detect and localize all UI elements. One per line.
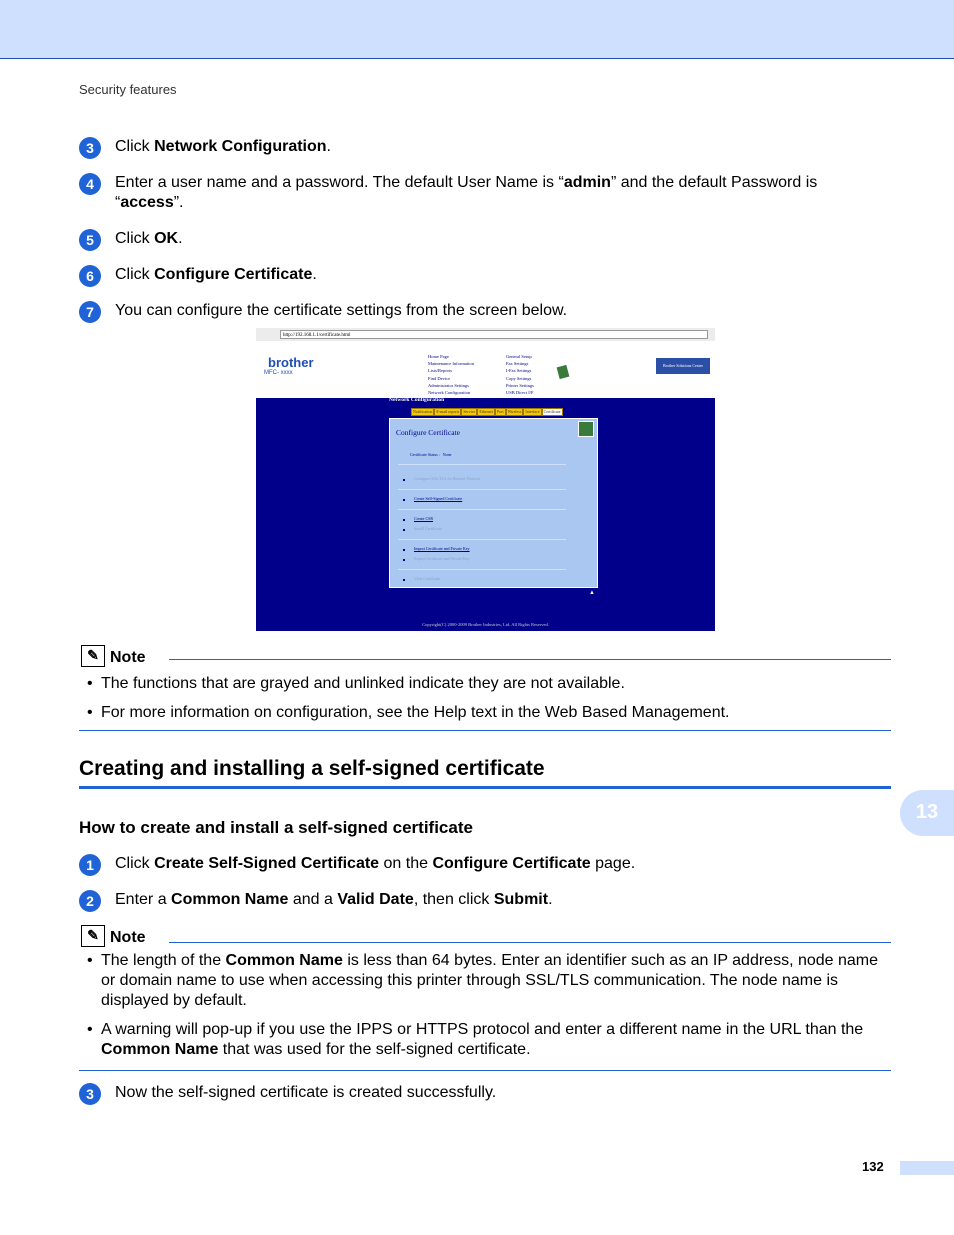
item-configure-ssl: Configure SSL/TLS for Remote Protocol (414, 476, 480, 481)
note-bullet: • A warning will pop-up if you use the IPPS or HTTPS protocol and enter a different name in the URL than the Common Name that was used for the self-signed certificate. (87, 1020, 891, 1060)
tab-port: Port (496, 409, 504, 414)
note-2 (79, 925, 891, 1071)
page-number: 132 (862, 1159, 884, 1174)
tab-certificate: Certificate (543, 409, 561, 414)
item-create-csr: Create CSR (414, 516, 433, 521)
item-view-certificate: View Certificate (414, 576, 441, 581)
panel-title: Configure Certificate (396, 428, 460, 437)
menu-left: Home Page Maintenance Information Lists/Reports Find Device Administrator Settings Network Configuration (428, 354, 474, 396)
section-title: Network Configuration (389, 397, 445, 403)
tab-interface: Interface (525, 409, 540, 414)
note-1 (79, 645, 891, 731)
scroll-up-icon: ▲ (589, 590, 595, 596)
tab-email-reports: E-mail reports (436, 409, 460, 414)
running-header: Security features (79, 82, 177, 97)
screenshot-header (256, 341, 715, 398)
address-bar: http://192.168.1.1/certificate.html (256, 328, 715, 342)
note-bullet: • For more information on configuration, see the Help text in the Web Based Management. (87, 703, 891, 723)
top-band (0, 0, 954, 59)
tab-notification: Notification (413, 409, 433, 414)
section-heading: Creating and installing a self-signed certificate (79, 757, 545, 780)
configure-certificate-panel (389, 418, 598, 588)
item-install-certificate: Install Certificate (414, 526, 442, 531)
tab-wireless: Wireless (507, 409, 522, 414)
step-number: 7 (79, 301, 101, 323)
menu-right: General Setup Fax Settings I-Fax Settings Copy Settings Printer Settings USB Direct I/F (506, 354, 534, 396)
step-number: 2 (79, 890, 101, 912)
note-pencil-icon: ✎ (81, 925, 105, 947)
copyright: Copyright(C) 2000-2009 Brother Industries, Ltd. All Rights Reserved. (422, 622, 549, 627)
tab-bar (411, 408, 563, 416)
tab-service: Service (463, 409, 476, 414)
subsection-heading: How to create and install a self-signed certificate (79, 818, 473, 837)
note-bullet: • The functions that are grayed and unlinked indicate they are not available. (87, 674, 891, 694)
model-label: MFC- xxxx (264, 370, 293, 376)
step-number: 1 (79, 854, 101, 876)
step-number: 3 (79, 1083, 101, 1105)
help-icon (578, 421, 594, 437)
step-number: 6 (79, 265, 101, 287)
step-number: 4 (79, 173, 101, 195)
item-import-certificate: Import Certificate and Private Key (414, 546, 470, 551)
step-number: 3 (79, 137, 101, 159)
item-create-self-signed: Create Self-Signed Certificate (414, 496, 463, 501)
brother-logo: brother (268, 355, 314, 370)
solutions-center-banner: Brother Solutions Center (656, 358, 710, 374)
tab-ethernet: Ethernet (479, 409, 493, 414)
note-label: Note (110, 929, 146, 946)
note-label: Note (110, 649, 146, 666)
chapter-tab: 13 (900, 790, 954, 836)
step-number: 5 (79, 229, 101, 251)
note-pencil-icon: ✎ (81, 645, 105, 667)
certificate-status: Certificate Status : None (410, 452, 452, 457)
item-export-certificate: Export Certificate and Private Key (414, 556, 470, 561)
note-bullet: • The length of the Common Name is less than 64 bytes. Enter an identifier such as an IP address, node name or domain name to use when accessing this printer through SSL/TLS communication. The node name is displayed by default. (87, 951, 891, 1011)
help-icon (557, 365, 570, 379)
web-management-screenshot (256, 328, 715, 631)
